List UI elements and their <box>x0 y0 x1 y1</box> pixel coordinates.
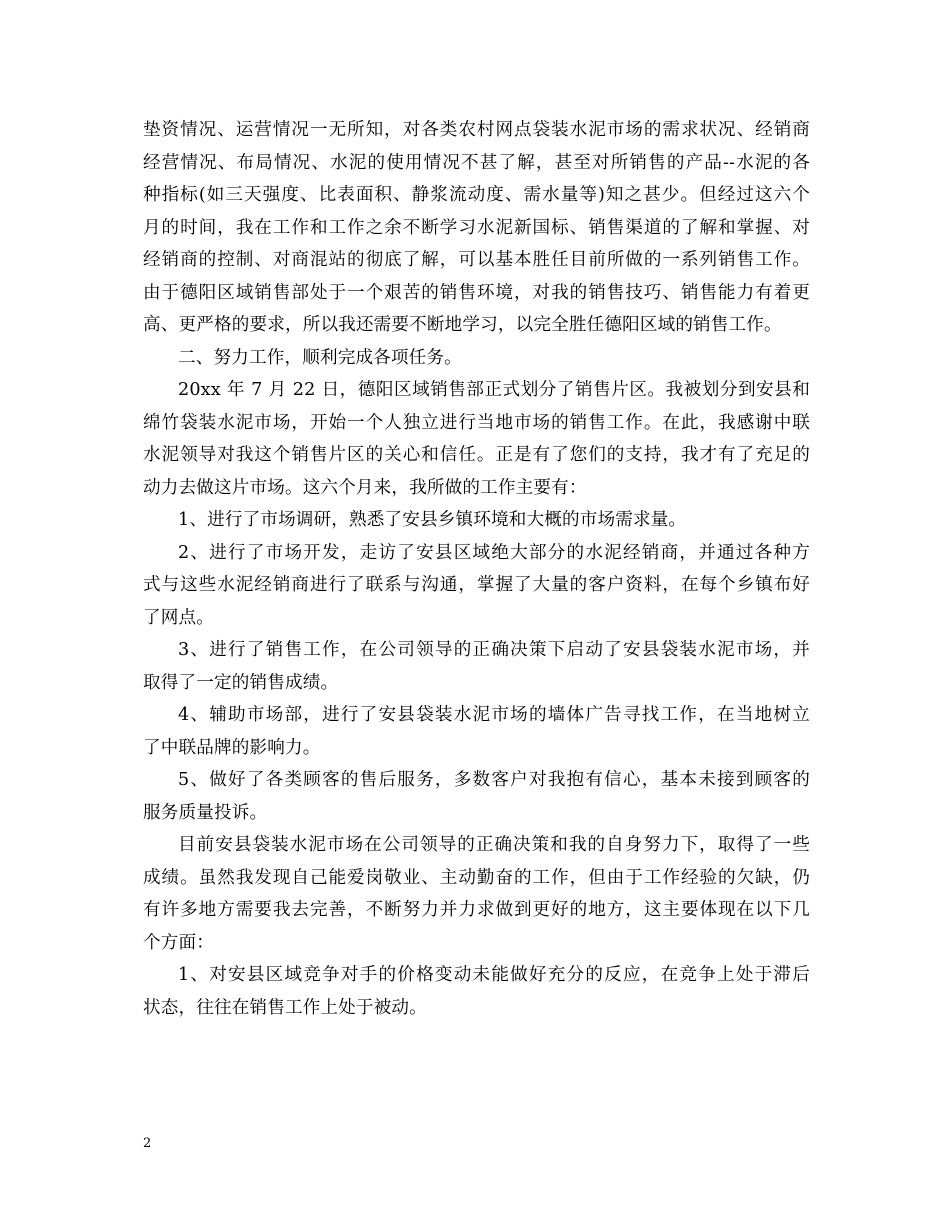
text-line: 垫资情况、运营情况一无所知，对各类农村网点袋装水泥市场的需求状况、经销商 <box>143 120 810 140</box>
text-line: 20xx 年 7 月 22 日，德阳区域销售部正式划分了销售片区。我被划分到安县和 <box>178 380 810 400</box>
text-line: 式与这些水泥经销商进行了联系与沟通，掌握了大量的客户资料，在每个乡镇布好 <box>143 575 810 595</box>
text-line: 二、努力工作，顺利完成各项任务。 <box>178 347 462 368</box>
text-line: 1、对安县区域竞争对手的价格变动未能做好充分的反应，在竞争上处于滞后 <box>178 965 810 985</box>
text-line: 有许多地方需要我去完善，不断努力并力求做到更好的地方，这主要体现在以下几 <box>143 900 810 920</box>
text-line: 2、进行了市场开发，走访了安县区域绝大部分的水泥经销商，并通过各种方 <box>178 542 810 563</box>
document-body <box>143 114 810 1024</box>
text-line: 动力去做这片市场。这六个月来，我所做的工作主要有： <box>143 477 587 498</box>
text-line: 了中联品牌的影响力。 <box>143 737 321 758</box>
text-line: 状态，往往在销售工作上处于被动。 <box>143 997 427 1018</box>
text-line: 1、进行了市场调研，熟悉了安县乡镇环境和大概的市场需求量。 <box>178 510 687 530</box>
text-line: 了网点。 <box>143 607 214 628</box>
page-number: 2 <box>143 1136 152 1151</box>
text-line: 高、更严格的要求，所以我还需要不断地学习，以完全胜任德阳区域的销售工作。 <box>143 315 782 335</box>
text-line: 经销商的控制、对商混站的彻底了解，可以基本胜任目前所做的一系列销售工作。 <box>143 250 810 270</box>
text-line: 3、进行了销售工作，在公司领导的正确决策下启动了安县袋装水泥市场，并 <box>178 640 810 660</box>
text-line: 5、做好了各类顾客的售后服务，多数客户对我抱有信心，基本未接到顾客的 <box>178 770 810 790</box>
text-line: 4、辅助市场部，进行了安县袋装水泥市场的墙体广告寻找工作，在当地树立 <box>178 705 810 725</box>
text-line: 种指标(如三天强度、比表面积、静浆流动度、需水量等)知之甚少。但经过这六个 <box>143 185 810 205</box>
text-line: 成绩。虽然我发现自己能爱岗敬业、主动勤奋的工作，但由于工作经验的欠缺，仍 <box>143 867 810 888</box>
text-line: 服务质量投诉。 <box>143 802 268 823</box>
text-line: 个方面： <box>143 932 214 953</box>
text-line: 目前安县袋装水泥市场在公司领导的正确决策和我的自身努力下，取得了一些 <box>178 835 810 855</box>
text-line: 由于德阳区域销售部处于一个艰苦的销售环境，对我的销售技巧、销售能力有着更 <box>143 282 810 303</box>
text-line: 经营情况、布局情况、水泥的使用情况不甚了解，甚至对所销售的产品--水泥的各 <box>143 152 810 173</box>
text-line: 绵竹袋装水泥市场，开始一个人独立进行当地市场的销售工作。在此，我感谢中联 <box>143 412 810 433</box>
text-line: 水泥领导对我这个销售片区的关心和信任。正是有了您们的支持，我才有了充足的 <box>143 445 810 465</box>
text-line: 取得了一定的销售成绩。 <box>143 672 339 693</box>
text-line: 月的时间，我在工作和工作之余不断学习水泥新国标、销售渠道的了解和掌握、对 <box>143 217 810 238</box>
